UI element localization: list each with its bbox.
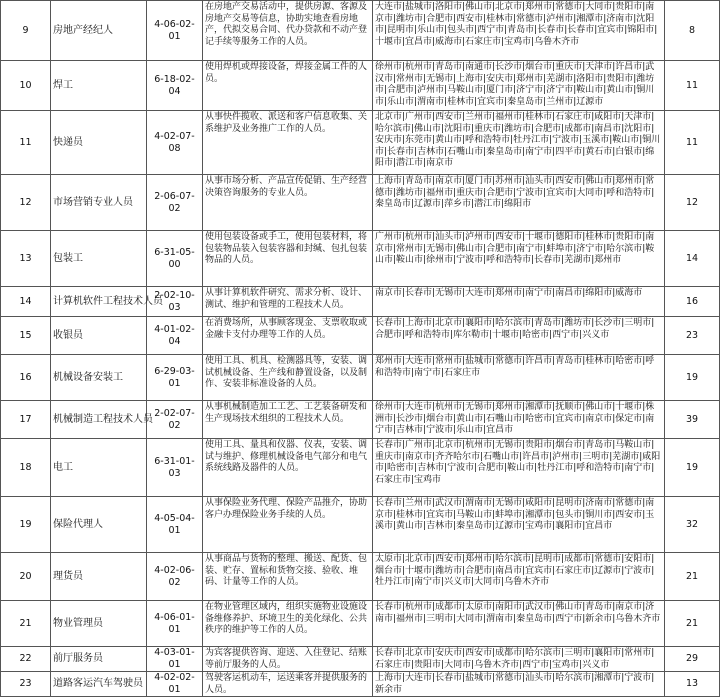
city-list: 长春市|上海市|北京市|襄阳市|哈尔滨市|青岛市|潍坊市|长沙市|三明市|合肥市|呼和浩特市|库尔勒市|十堰市|哈密市|西宁市|兴义市 (373, 317, 665, 355)
table-row (1, 175, 720, 231)
row-number: 23 (1, 672, 51, 697)
table-row (1, 439, 720, 497)
occupation-code: 2-02-07-02 (147, 401, 203, 439)
city-count: 21 (665, 553, 720, 601)
city-list: 徐州市|大连市|杭州市|无锡市|郑州市|湘潭市|抚顺市|佛山市|十堰市|株洲市|长沙市|烟台市|黄山市|石嘴山市|哈密市|宜宾市|南京市|保定市|南宁市|吉林市|宁波市|乐山市|宜昌市 (373, 401, 665, 439)
city-list: 郑州市|大连市|常州市|盐城市|常德市|许昌市|青岛市|桂林市|哈密市|呼和浩特市|南宁市|石家庄市 (373, 355, 665, 401)
table-row (1, 1, 720, 61)
occupation-description: 从事市场分析、产品宣传促销、生产经营决策咨询服务的专业人员。 (203, 175, 373, 231)
occupation-description: 从事计算机软件研究、需求分析、设计、测试、维护和管理的工程技术人员。 (203, 287, 373, 317)
table-row (1, 497, 720, 553)
occupation-name: 包装工 (51, 231, 147, 287)
occupation-code: 4-06-02-01 (147, 1, 203, 61)
occupation-name: 计算机软件工程技术人员 (51, 287, 147, 317)
row-number: 14 (1, 287, 51, 317)
table-row (1, 647, 720, 672)
occupation-name: 道路客运汽车驾驶员 (51, 672, 147, 697)
table-body (1, 1, 720, 697)
row-number: 17 (1, 401, 51, 439)
table-row (1, 355, 720, 401)
table-row (1, 61, 720, 111)
occupation-description: 从事商品与货物的整理、搬送、配货、包装、贮存、置标和货物交接、验收、堆码、计量等工作的人员。 (203, 553, 373, 601)
occupation-description: 使用焊机或焊接设备，焊接金属工件的人员。 (203, 61, 373, 111)
row-number: 9 (1, 1, 51, 61)
occupation-name: 物业管理员 (51, 601, 147, 647)
table-row (1, 111, 720, 175)
city-list: 上海市|青岛市|南京市|厦门市|苏州市|汕头市|西安市|佛山市|郑州市|常德市|潍坊市|福州市|重庆市|合肥市|宁波市|宜宾市|大同市|呼和浩特市|秦皇岛市|辽源市|萍乡市|潜江市|绵阳市 (373, 175, 665, 231)
occupation-description: 从事机械制造加工工艺、工艺装备研发和生产现场技术组织的工程技术人员。 (203, 401, 373, 439)
city-count: 19 (665, 355, 720, 401)
city-count: 39 (665, 401, 720, 439)
occupation-code: 2-06-07-02 (147, 175, 203, 231)
city-list: 长春市|兰州市|武汉市|渭南市|无锡市|咸阳市|昆明市|济南市|常德市|南京市|桂林市|宜宾市|马鞍山市|蚌埠市|湘潭市|包头市|铜川市|西安市|玉溪市|黄山市|吉林市|秦皇岛市|辽源市|宝鸡市|襄阳市|宜昌市 (373, 497, 665, 553)
row-number: 11 (1, 111, 51, 175)
occupation-code: 6-31-01-03 (147, 439, 203, 497)
occupation-code: 6-18-02-04 (147, 61, 203, 111)
row-number: 16 (1, 355, 51, 401)
occupation-code: 4-06-01-01 (147, 601, 203, 647)
occupation-description: 在房地产交易活动中，提供房源、客源及房地产交易等信息，协助实地查看房地产，代拟交易合同、代办贷款和不动产登记手续等服务工作的人员。 (203, 1, 373, 61)
city-count: 12 (665, 175, 720, 231)
city-list: 北京市|广州市|西安市|兰州市|福州市|桂林市|石家庄市|咸阳市|天津市|哈尔滨市|佛山市|沈阳市|重庆市|潍坊市|合肥市|成都市|南昌市|沈阳市|安庆市|东莞市|黄山市|呼和浩特市|牡丹江市|宁波市|玉溪市|鞍山市|铜川市|长春市|吉林市|石嘴山市|秦皇岛市|南宁市|四平市|黄石市|白银市|绵阳市|潜江市|南京市 (373, 111, 665, 175)
row-number: 20 (1, 553, 51, 601)
occupation-name: 快递员 (51, 111, 147, 175)
occupation-description: 使用工具、量具和仪器、仪表，安装、调试与维护、修理机械设备电气部分和电气系统线路及器件的人员。 (203, 439, 373, 497)
table-row (1, 401, 720, 439)
city-list: 南京市|长春市|无锡市|大连市|郑州市|南宁市|南昌市|绵阳市|威海市 (373, 287, 665, 317)
occupation-name: 机械设备安装工 (51, 355, 147, 401)
occupation-code: 4-02-07-08 (147, 111, 203, 175)
city-count: 21 (665, 601, 720, 647)
city-count: 14 (665, 231, 720, 287)
occupation-name: 房地产经纪人 (51, 1, 147, 61)
city-list: 徐州市|杭州市|青岛市|南通市|长沙市|烟台市|重庆市|天津市|许昌市|武汉市|常州市|无锡市|上海市|安庆市|郑州市|芜湖市|洛阳市|贵阳市|潍坊市|合肥市|泸州市|马鞍山市|厦门市|济宁市|济宁市|鞍山市|黄山市|铜川市|乐山市|渭南市|桂林市|宜宾市|秦皇岛市|兰州市|辽源市 (373, 61, 665, 111)
table-row (1, 672, 720, 697)
occupation-name: 前厅服务员 (51, 647, 147, 672)
occupation-code: 4-03-01-01 (147, 647, 203, 672)
city-list: 太原市|北京市|西安市|郑州市|哈尔滨市|昆明市|成都市|常德市|安阳市|烟台市|十堰市|潍坊市|合肥市|南昌市|宜宾市|石家庄市|辽源市|宁波市|牡丹江市|南宁市|兴义市|大同市|乌鲁木齐市 (373, 553, 665, 601)
occupation-description: 在消费场所，从事顾客现金、支票收取或金融卡支付办理等工作的人员。 (203, 317, 373, 355)
table-row (1, 231, 720, 287)
occupation-code: 2-02-10-03 (147, 287, 203, 317)
row-number: 10 (1, 61, 51, 111)
city-count: 16 (665, 287, 720, 317)
city-list: 长春市|广州市|北京市|杭州市|无锡市|贵阳市|烟台市|青岛市|马鞍山市|重庆市|南京市|齐齐哈尔市|石嘴山市|许昌市|泸州市|三明市|芜湖市|咸阳市|哈密市|吉林市|宁波市|合肥市|鞍山市|牡丹江市|呼和浩特市|南宁市|石家庄市|宝鸡市 (373, 439, 665, 497)
row-number: 12 (1, 175, 51, 231)
occupation-description: 为宾客提供咨询、迎送、入住登记、结账等前厅服务的人员。 (203, 647, 373, 672)
city-list: 上海市|大连市|长春市|盐城市|常德市|汕头市|哈尔滨市|湘潭市|宁波市|新余市 (373, 672, 665, 697)
occupation-name: 保险代理人 (51, 497, 147, 553)
row-number: 13 (1, 231, 51, 287)
occupation-code: 6-29-03-01 (147, 355, 203, 401)
occupation-code: 4-05-04-01 (147, 497, 203, 553)
occupation-code: 4-02-02-01 (147, 672, 203, 697)
city-count: 19 (665, 439, 720, 497)
row-number: 18 (1, 439, 51, 497)
occupation-description: 驾驶客运机动车，运送乘客并提供服务的人员。 (203, 672, 373, 697)
city-count: 11 (665, 61, 720, 111)
city-count: 29 (665, 647, 720, 672)
occupation-name: 市场营销专业人员 (51, 175, 147, 231)
occupation-name: 机械制造工程技术人员 (51, 401, 147, 439)
city-list: 广州市|杭州市|汕头市|泸州市|西安市|十堰市|德阳市|桂林市|贵阳市|南京市|常州市|无锡市|佛山市|合肥市|南宁市|蚌埠市|济宁市|哈尔滨市|鞍山市|鞍山市|徐州市|宁波市|呼和浩特市|长春市|芜湖市|郑州市 (373, 231, 665, 287)
city-count: 23 (665, 317, 720, 355)
city-list: 长春市|杭州市|成都市|太原市|南阳市|武汉市|佛山市|青岛市|南京市|济南市|福州市|三明市|大同市|渭南市|秦皇岛市|西宁市|新余市|乌鲁木齐市 (373, 601, 665, 647)
occupation-description: 使用工具、机具、检测器具等，安装、调试机械设备、生产线和静置设备，以及制作、安装非标准设备的人员。 (203, 355, 373, 401)
occupation-description: 在物业管理区域内，组织实施物业设施设备维修养护、环境卫生的美化绿化、公共秩序的维护等工作的人员。 (203, 601, 373, 647)
occupation-description: 从事保险业务代理、保险产品推介，协助客户办理保险业务手续的人员。 (203, 497, 373, 553)
city-count: 13 (665, 672, 720, 697)
row-number: 15 (1, 317, 51, 355)
occupation-name: 收银员 (51, 317, 147, 355)
city-list: 大连市|盐城市|洛阳市|佛山市|北京市|郑州市|常德市|大同市|贵阳市|南京市|潍坊市|合肥市|西安市|桂林市|常德市|泸州市|湘潭市|济南市|沈阳市|昆明市|乐山市|包头市|西宁市|青岛市|长春市|长春市|宜宾市|锦阳市|十堰市|宜昌市|威海市|石家庄市|宝鸡市|乌鲁木齐市 (373, 1, 665, 61)
city-count: 8 (665, 1, 720, 61)
row-number: 21 (1, 601, 51, 647)
city-count: 32 (665, 497, 720, 553)
table-row (1, 553, 720, 601)
occupation-description: 从事快件揽收、派送和客户信息收集、关系维护及业务推广工作的人员。 (203, 111, 373, 175)
occupation-code: 6-31-05-00 (147, 231, 203, 287)
city-list: 长春市|北京市|安庆市|西安市|成都市|哈尔滨市|三明市|襄阳市|常州市|石家庄市|贵阳市|大同市|乌鲁木齐市|西宁市|宝鸡市|兴义市 (373, 647, 665, 672)
city-count: 11 (665, 111, 720, 175)
row-number: 22 (1, 647, 51, 672)
table-row (1, 317, 720, 355)
table-row (1, 601, 720, 647)
occupation-code: 4-02-06-02 (147, 553, 203, 601)
occupation-name: 电工 (51, 439, 147, 497)
occupation-name: 焊工 (51, 61, 147, 111)
row-number: 19 (1, 497, 51, 553)
occupation-code: 4-01-02-04 (147, 317, 203, 355)
occupation-description: 使用包装设备或手工，使用包装材料，将包装物品装入包装容器和封缄、包扎包装物品的人员。 (203, 231, 373, 287)
occupation-name: 理货员 (51, 553, 147, 601)
table-row (1, 287, 720, 317)
